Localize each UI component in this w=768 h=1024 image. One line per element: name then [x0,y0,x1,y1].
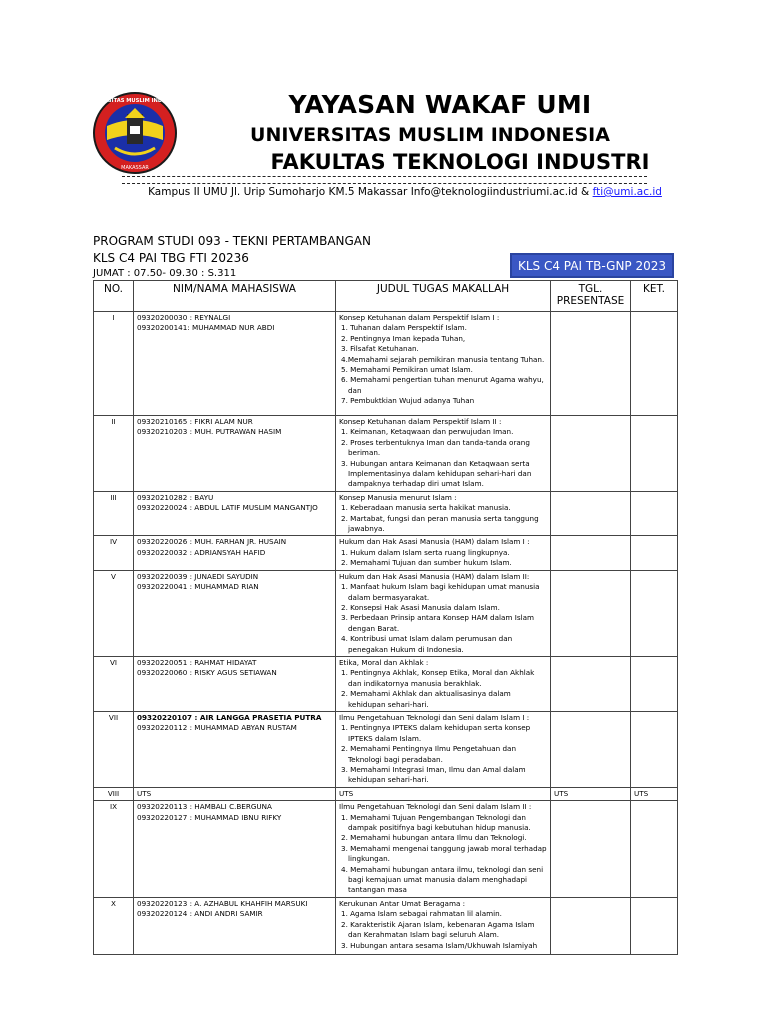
cell-no: II [94,416,134,492]
cell-ket: UTS [631,787,678,800]
topic-item: 1. Memahami Tujuan Pengembangan Teknologi dan dampak positifnya bagi kebutuhan hidup manusia. [341,812,531,833]
cell-judul [336,801,551,898]
cell-judul [336,570,551,656]
cell-no: V [94,570,134,656]
cell-no: VII [94,711,134,787]
cell-judul [336,711,551,787]
cell-tgl [551,801,631,898]
cell-tgl [551,570,631,656]
table-row [94,536,678,570]
cell-ket [631,656,678,711]
topic-item: 1. Keberadaan manusia serta hakikat manusia. [341,503,511,513]
topic-title: Kerukunan Antar Umat Beragama : [339,898,466,908]
table-body [94,312,678,955]
student-entry: 09320220039 : JUNAEDI SAYUDIN [137,571,259,581]
student-entry: 09320200030 : REYNALGI [137,313,231,322]
schedule-label: JUMAT : 07.50- 09.30 : S.311 [93,268,237,279]
topic-item: 2. Memahami Akhlak dan aktualisasinya dalam kehidupan sehari-hari. [341,689,511,709]
topic-item: 2. Memahami Pentingnya Ilmu Pengetahuan dan Teknologi bagi peradaban. [341,744,516,764]
university-title: UNIVERSITAS MUSLIM INDONESIA [250,124,610,146]
topic-item: 1. Pentingnya Akhlak, Konsep Etika, Moral dan Akhlak dan indikatornya manusia berakhlak. [341,668,535,688]
header-judul: JUDUL TUGAS MAKALLAH [336,281,551,312]
topic-item: 2. Konsepsi Hak Asasi Manusia dalam Islam. [341,602,500,612]
header-divider [122,176,647,184]
topic-item: 6. Memahami pengertian tuhan menurut Agama wahyu, dan [341,375,544,395]
student-entry: 09320220051 : RAHMAT HIDAYAT [137,657,257,667]
table-row [94,656,678,711]
topic-title: Konsep Manusia menurut Islam : [339,492,457,502]
cell-ket [631,801,678,898]
cell-ket [631,897,678,954]
table-row [94,491,678,536]
cell-no: VIII [94,787,134,800]
student-entry: 09320220123 : A. AZHABUL KHAHFIH MARSUKI [137,898,308,908]
student-entry: 09320210203 : MUH. PUTRAWAN HASIM [137,427,282,437]
cell-tgl [551,312,631,416]
topic-title: Hukum dan Hak Asasi Manusia (HAM) dalam Islam II: [339,571,530,581]
topic-item: 2. Pentingnya Iman kepada Tuhan, [341,333,466,343]
student-entry: 09320220124 : ANDI ANDRI SAMIR [137,909,263,919]
cell-tgl [551,536,631,570]
cell-judul [336,536,551,570]
cell-nim [134,656,336,711]
cell-no: IX [94,801,134,898]
class-label: KLS C4 PAI TBG FTI 20236 [93,251,249,265]
topic-title: Konsep Ketuhanan dalam Perspektif Islam I : [339,313,500,322]
cell-nim [134,801,336,898]
student-entry: 09320220026 : MUH. FARHAN JR. HUSAIN [137,537,287,547]
table-header-row [94,281,678,312]
cell-judul [336,312,551,416]
topic-item: 3. Perbedaan Prinsip antara Konsep HAM dalam Islam dengan Barat. [341,613,534,633]
cell-nim [134,312,336,416]
cell-nim [134,536,336,570]
university-logo [85,92,185,174]
cell-ket [631,536,678,570]
topic-item: 3. Memahami Integrasi Iman, Ilmu dan Amal dalam kehidupan sehari-hari. [341,765,526,785]
table-row [94,711,678,787]
student-entry: 09320220107 : AIR LANGGA PRASETIA PUTRA [137,712,322,722]
student-entry: 09320200141: MUHAMMAD NUR ABDI [137,323,275,333]
cell-ket [631,711,678,787]
topic-item: 2. Memahami Tujuan dan sumber hukum Islam. [341,558,512,568]
cell-nim [134,787,336,800]
cell-ket [631,491,678,536]
topic-item: 1. Keimanan, Ketaqwaan dan perwujudan Iman. [341,427,514,437]
cell-nim [134,897,336,954]
student-entry: 09320220113 : HAMBALI C.BERGUNA [137,802,272,812]
cell-nim [134,491,336,536]
cell-no: IV [94,536,134,570]
student-entry: 09320220060 : RISKY AGUS SETIAWAN [137,668,277,678]
topic-item: 2. Karakteristik Ajaran Islam, kebenaran Agama Islam dan Kerahmatan Islam bagi seluruh Alam. [341,919,535,940]
topic-item: 3. Filsafat Ketuhanan. [341,344,419,354]
cell-no: III [94,491,134,536]
cell-no: VI [94,656,134,711]
student-entry: 09320220112 : MUHAMMAD ABYAN RUSTAM [137,723,297,733]
topic-title: Ilmu Pengetahuan Teknologi dan Seni dalam Islam I : [339,712,530,722]
assignment-table [93,280,678,955]
cell-ket [631,312,678,416]
cell-ket [631,570,678,656]
topic-item: 3. Hubungan antara sesama Islam/Ukhuwah Islamiyah [341,940,538,950]
topic-item: 4. Memahami hubungan antara ilmu, teknologi dan seni bagi kemajuan umat manusia dalam menghadapi tantangan masa [341,864,544,895]
cell-judul [336,491,551,536]
table-row [94,570,678,656]
topic-item: 2. Martabat, fungsi dan peran manusia serta tanggung jawabnya. [341,513,539,534]
svg-text:MAKASSAR: MAKASSAR [121,165,149,171]
header-tgl: TGL. PRESENTASE [551,281,631,312]
cell-judul [336,656,551,711]
cell-judul [336,787,551,800]
table-row [94,416,678,492]
topic-item: 1. Tuhanan dalam Perspektif Islam. [341,323,467,333]
topic-item: 4. Kontribusi umat Islam dalam perumusan dan penegakan Hukum di Indonesia. [341,634,513,654]
foundation-title: YAYASAN WAKAF UMI [288,90,592,119]
header-ket: KET. [631,281,678,312]
cell-tgl [551,897,631,954]
cell-nim [134,711,336,787]
topic-item: 3. Memahami mengenai tanggung jawab moral terhadap lingkungan. [341,843,547,864]
table-row [94,787,678,800]
header-no: NO. [94,281,134,312]
student-entry: 09320220024 : ABDUL LATIF MUSLIM MANGANTJO [137,503,318,513]
table-row [94,312,678,416]
student-entry: 09320220041 : MUHAMMAD RIAN [137,582,259,592]
topic-item: 1. Pentingnya IPTEKS dalam kehidupan serta konsep IPTEKS dalam Islam. [341,723,531,743]
topic-item: 1. Hukum dalam Islam serta ruang lingkupnya. [341,547,510,557]
topic-item: 5. Memahami Pemikiran umat Islam. [341,365,473,375]
topic-item: 7. Pembuktkian Wujud adanya Tuhan [341,396,475,406]
student-entry: 09320220032 : ADRIANSYAH HAFID [137,547,266,557]
cell-nim [134,416,336,492]
topic-title: Hukum dan Hak Asasi Manusia (HAM) dalam Islam I : [339,537,530,547]
cell-ket [631,416,678,492]
cell-judul [336,416,551,492]
topic-title: Ilmu Pengetahuan Teknologi dan Seni dalam Islam II : [339,802,532,812]
program-label: PROGRAM STUDI 093 - TEKNI PERTAMBANGAN [93,234,371,248]
student-entry: 09320210282 : BAYU [137,492,214,502]
topic-title: Etika, Moral dan Akhlak : [339,657,429,667]
cell-judul [336,897,551,954]
cell-tgl [551,416,631,492]
topic-title: UTS [339,788,354,798]
cell-no: X [94,897,134,954]
cell-no: I [94,312,134,416]
topic-title: Konsep Ketuhanan dalam Perspektif Islam II : [339,417,502,426]
student-entry: UTS [137,788,152,798]
address-text: Kampus II UMU Jl. Urip Sumoharjo KM.5 Makassar Info@teknologiindustriumi.ac.id & [148,186,593,198]
topic-item: 2. Proses terbentuknya Iman dan tanda-tanda orang beriman. [341,437,530,458]
cell-tgl [551,491,631,536]
topic-item: 3. Hubungan antara Keimanan dan Ketaqwaan serta Implementasinya dalam kehidupan sehari-hari dan dampaknya terhadap diri umat Islam. [341,458,532,489]
topic-item: 1. Manfaat hukum Islam bagi kehidupan umat manusia dalam bermasyarakat. [341,582,540,602]
cell-tgl [551,656,631,711]
student-entry: 09320220127 : MUHAMMAD IBNU RIFKY [137,812,282,822]
header-nim: NIM/NAMA MAHASISWA [134,281,336,312]
svg-text:UNIVERSITAS MUSLIM INDONESIA: UNIVERSITAS MUSLIM INDONESIA [85,98,185,104]
student-entry: 09320210165 : FIKRI ALAM NUR [137,417,253,426]
cell-tgl: UTS [551,787,631,800]
table-row [94,801,678,898]
topic-item: 1. Agama Islam sebagai rahmatan lil alamin. [341,909,502,919]
email-link[interactable]: fti@umi.ac.id [592,186,662,198]
class-badge: KLS C4 PAI TB-GNP 2023 [512,255,672,276]
address-line [100,186,710,198]
topic-item: 2. Memahami hubungan antara Ilmu dan Teknologi. [341,833,527,843]
cell-nim [134,570,336,656]
topic-item: 4.Memahami sejarah pemikiran manusia tentang Tuhan. [341,354,545,364]
cell-tgl [551,711,631,787]
faculty-title: FAKULTAS TEKNOLOGI INDUSTRI [270,150,650,174]
table-row [94,897,678,954]
